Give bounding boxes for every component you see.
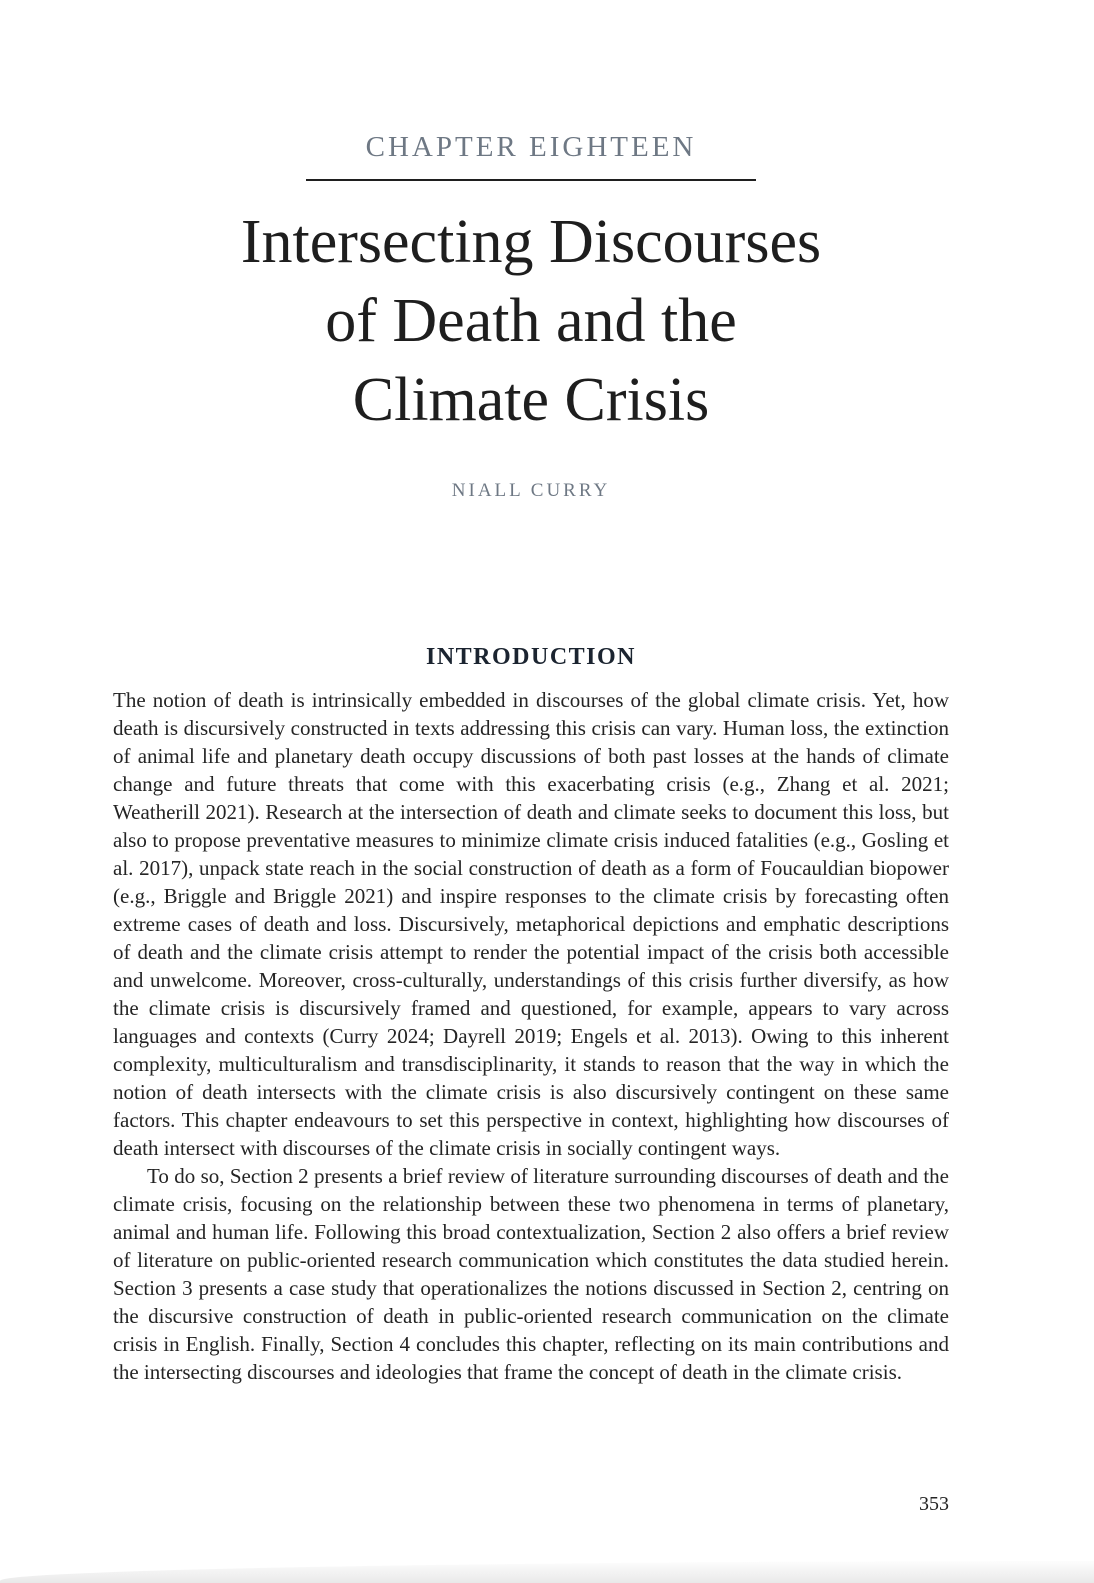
chapter-title-line-3: Climate Crisis bbox=[352, 366, 710, 434]
page-bottom-edge-shadow bbox=[0, 1561, 1094, 1583]
section-heading-introduction: INTRODUCTION bbox=[425, 644, 637, 670]
chapter-label: CHAPTER EIGHTEEN bbox=[365, 131, 697, 163]
body-paragraph-1: The notion of death is intrinsically embedded in discourses of the global climate crisis. Yet, how death is discursively constructed in texts addressing this crisis can vary. Human loss, the extinction of animal life and planetary death occupy discussions of both past losses at the hands of climate change and future threats that come with this exacerbating crisis (e.g., Zhang et al. 2021; Weatherill 2021). Research at the intersection of death and climate seeks to document this loss, but also to propose preventative measures to minimize climate crisis induced fatalities (e.g., Gosling et al. 2017), unpack state reach in the social construction of death as a form of Foucauldian biopower (e.g., Briggle and Briggle 2021) and inspire responses to the climate crisis by forecasting often extreme cases of death and loss. Discursively, metaphorical depictions and emphatic descriptions of death and the climate crisis attempt to render the potential impact of the crisis both accessible and unwelcome. Moreover, cross-culturally, understandings of this crisis further diversify, as how the climate crisis is discursively framed and questioned, for example, appears to vary across languages and contexts (Curry 2024; Dayrell 2019; Engels et al. 2013). Owing to this inherent complexity, multiculturalism and transdisciplinarity, it stands to reason that the way in which the notion of death intersects with the climate crisis is also discursively contingent on these same factors. This chapter endeavours to set this perspective in context, highlighting how discourses of death intersect with discourses of the climate crisis in socially contingent ways. bbox=[113, 688, 949, 1160]
author-name: NIALL CURRY bbox=[451, 480, 611, 501]
chapter-divider-rule bbox=[306, 179, 756, 181]
chapter-title-line-1: Intersecting Discourses bbox=[240, 208, 822, 276]
body-paragraph-2: To do so, Section 2 presents a brief review of literature surrounding discourses of death and the climate crisis, focusing on the relationship between these two phenomena in terms of planetary, animal and human life. Following this broad contextualization, Section 2 also offers a brief review of literature on public-oriented research communication which constitutes the data studied herein. Section 3 presents a case study that operationalizes the notions discussed in Section 2, centring on the discursive construction of death in public-oriented research communication on the climate crisis in English. Finally, Section 4 concludes this chapter, reflecting on its main contributions and the intersecting discourses and ideologies that frame the concept of death in the climate crisis. bbox=[113, 1164, 949, 1384]
chapter-title bbox=[113, 203, 949, 440]
chapter-title-line-2: of Death and the bbox=[325, 287, 737, 355]
page-number: 353 bbox=[919, 1493, 949, 1515]
page-content-column bbox=[113, 0, 949, 1386]
